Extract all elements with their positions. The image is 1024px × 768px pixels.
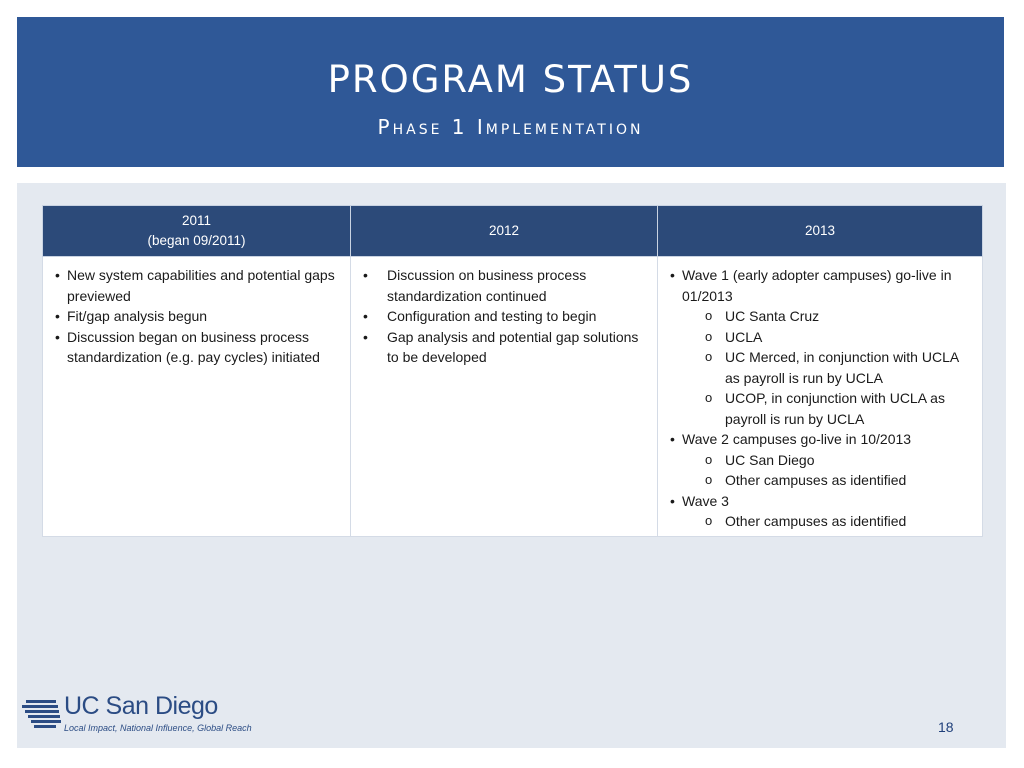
sub-list-item-text: UC Santa Cruz [725, 308, 820, 324]
uc-san-diego-logo [22, 694, 262, 738]
bullet-marker: • [363, 267, 368, 283]
bullet-marker: • [670, 267, 675, 283]
sub-list-item-text: UCLA [725, 328, 763, 345]
sub-bullet-marker: o [705, 328, 713, 344]
sub-list [668, 450, 972, 491]
bullet-marker: • [670, 431, 675, 447]
list-item-text: Discussion began on business process standardization (e.g. pay cycles) initiated [67, 328, 320, 365]
list-item-text: Wave 2 campuses go-live in 10/2013 [682, 431, 912, 447]
sub-bullet-marker: o [705, 390, 713, 405]
list-item [53, 265, 340, 306]
sub-list-item [668, 450, 972, 471]
table-row [43, 257, 983, 537]
list-item [668, 265, 972, 306]
page-number: 18 [938, 719, 954, 735]
sub-bullet-marker: o [705, 308, 713, 323]
column-header-year: 2013 [804, 223, 836, 239]
list-item [361, 327, 647, 368]
sub-bullet-marker: o [705, 513, 713, 528]
sub-list-item-text: Other campuses as identified [725, 513, 907, 529]
bullet-list-2012 [361, 265, 647, 368]
list-item [361, 265, 647, 306]
bullet-marker: • [363, 328, 368, 345]
cell-2013 [658, 257, 983, 537]
list-item-text: Wave 3 [682, 492, 729, 509]
slide-subtitle: Phase 1 Implementation [377, 115, 644, 139]
sub-list-item [668, 347, 972, 388]
logo-wordmark: UC San Diego [64, 692, 218, 720]
bullet-list-2013 [668, 265, 972, 532]
sub-bullet-marker: o [705, 451, 713, 467]
sub-list-item-text: UC Merced, in conjunction with UCLA as payroll is run by UCLA [725, 349, 959, 386]
sub-list [668, 511, 972, 532]
table-header-row [43, 206, 983, 257]
logo-tagline: Local Impact, National Influence, Global Reach [64, 723, 252, 733]
list-item [53, 327, 340, 368]
column-header-note: (began 09/2011) [147, 233, 246, 248]
list-item-text: New system capabilities and potential gaps previewed [67, 267, 335, 304]
bullet-list-2011 [53, 265, 340, 368]
program-status-table [42, 205, 983, 537]
sub-list-item-text: UC San Diego [725, 451, 815, 468]
bullet-marker: • [363, 308, 368, 324]
sub-list [668, 306, 972, 429]
uc-san-diego-emblem-icon [22, 696, 62, 732]
list-item [53, 306, 340, 327]
list-item [361, 306, 647, 327]
list-item-text: Wave 1 (early adopter campuses) go-live in 01/2013 [682, 267, 952, 304]
column-header-2012 [351, 206, 658, 257]
bullet-marker: • [55, 308, 60, 324]
list-item [668, 429, 972, 450]
bullet-marker: • [55, 328, 60, 345]
column-header-year: 2012 [488, 223, 520, 239]
sub-list-item [668, 470, 972, 491]
sub-list-item-text: Other campuses as identified [725, 472, 907, 488]
sub-list-wrapper [668, 306, 972, 429]
sub-list-wrapper [668, 450, 972, 491]
column-header-2013 [658, 206, 983, 257]
list-item-text: Discussion on business process standardization continued [387, 267, 587, 304]
sub-list-item [668, 511, 972, 532]
list-item-text: Configuration and testing to begin [387, 308, 597, 324]
list-item-text: Gap analysis and potential gap solutions to be developed [387, 328, 639, 365]
column-header-2011 [43, 206, 351, 257]
cell-2012 [351, 257, 658, 537]
sub-bullet-marker: o [705, 472, 713, 487]
title-banner [17, 17, 1004, 167]
list-item-text: Fit/gap analysis begun [67, 308, 208, 324]
cell-2011 [43, 257, 351, 537]
sub-list-wrapper [668, 511, 972, 532]
sub-list-item [668, 388, 972, 429]
list-item [668, 491, 972, 512]
slide-title: PROGRAM STATUS [327, 58, 694, 101]
sub-bullet-marker: o [705, 349, 713, 364]
sub-list-item [668, 327, 972, 348]
column-header-year: 2011 [181, 213, 212, 229]
sub-list-item [668, 306, 972, 327]
sub-list-item-text: UCOP, in conjunction with UCLA as payroll is run by UCLA [725, 390, 945, 427]
bullet-marker: • [670, 492, 675, 509]
bullet-marker: • [55, 267, 60, 283]
